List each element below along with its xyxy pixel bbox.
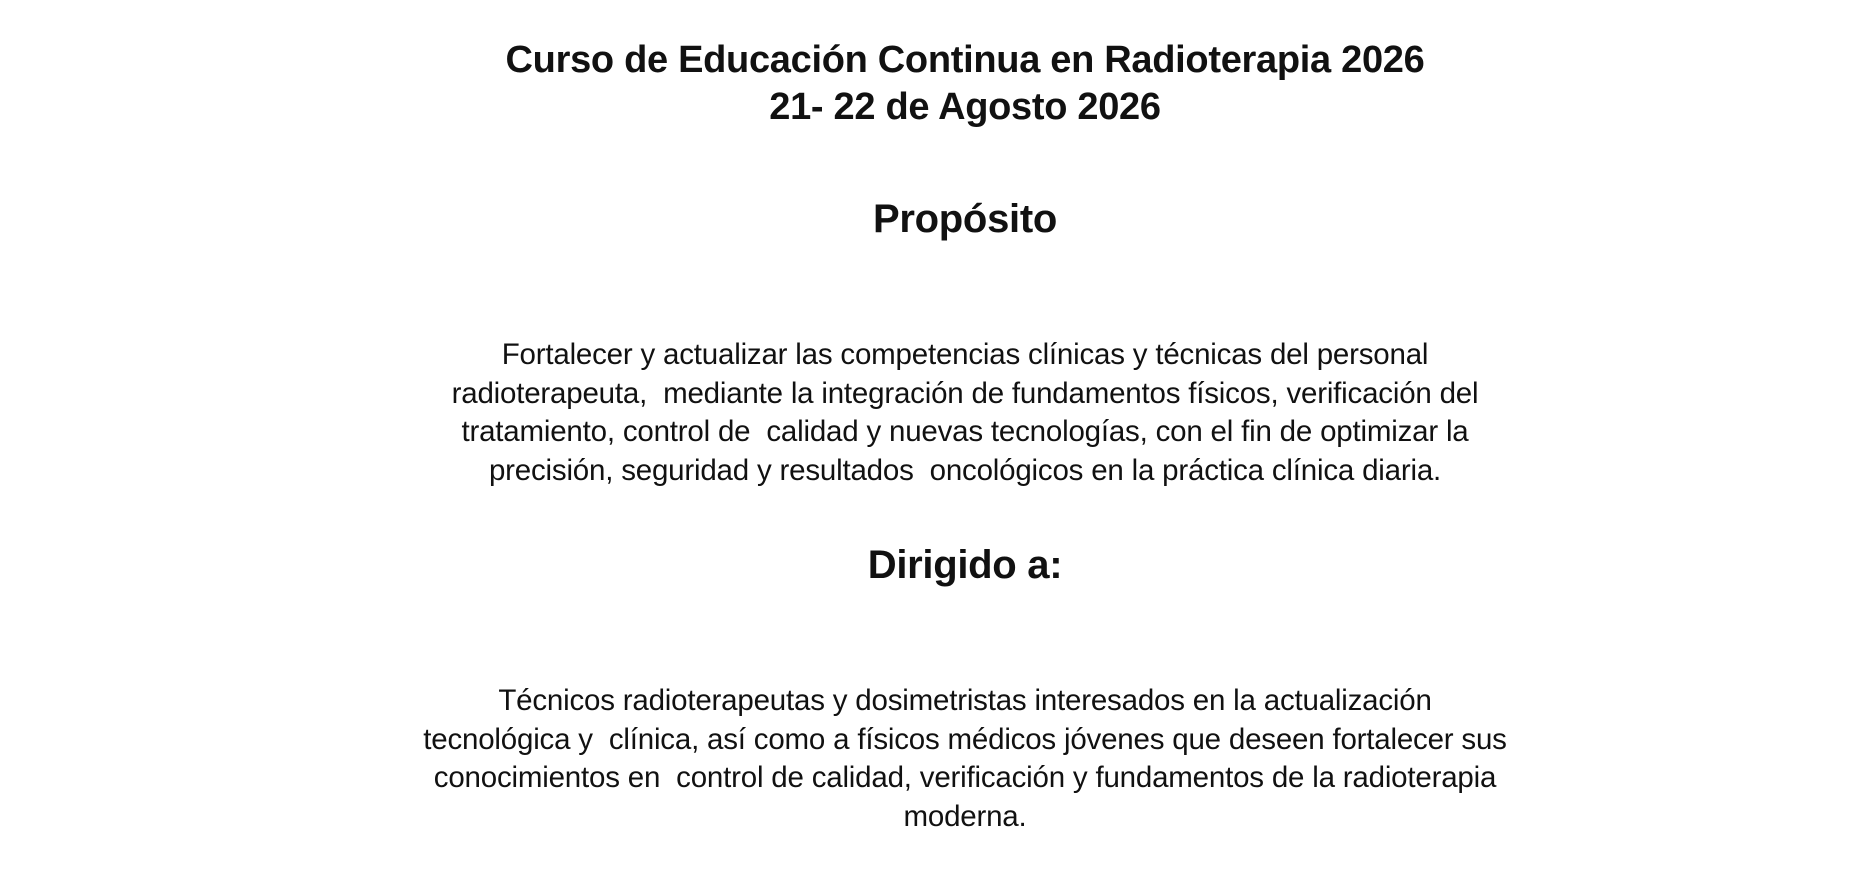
purpose-line: tratamiento, control de calidad y nuevas tecnologías, con el fin de optimizar la bbox=[461, 415, 1469, 448]
course-title: Curso de Educación Continua en Radioterapia 2026 bbox=[505, 39, 1425, 81]
purpose-heading: Propósito bbox=[873, 197, 1057, 241]
audience-heading: Dirigido a: bbox=[867, 543, 1063, 587]
audience-line: conocimientos en control de calidad, verificación y fundamentos de la radioterapia bbox=[433, 761, 1497, 794]
purpose-paragraph bbox=[0, 336, 1865, 490]
course-dates: 21- 22 de Agosto 2026 bbox=[769, 86, 1161, 128]
audience-line: Técnicos radioterapeutas y dosimetristas interesados en la actualización bbox=[498, 684, 1432, 717]
audience-line: moderna. bbox=[903, 799, 1027, 833]
purpose-line: radioterapeuta, mediante la integración de fundamentos físicos, verificación del bbox=[451, 376, 1479, 410]
audience-line: tecnológica y clínica, así como a físicos médicos jóvenes que deseen fortalecer sus bbox=[423, 722, 1507, 756]
purpose-line: Fortalecer y actualizar las competencias clínicas y técnicas del personal bbox=[501, 338, 1429, 371]
audience-paragraph bbox=[0, 682, 1865, 836]
purpose-line: precisión, seguridad y resultados oncológicos en la práctica clínica diaria. bbox=[488, 453, 1442, 487]
